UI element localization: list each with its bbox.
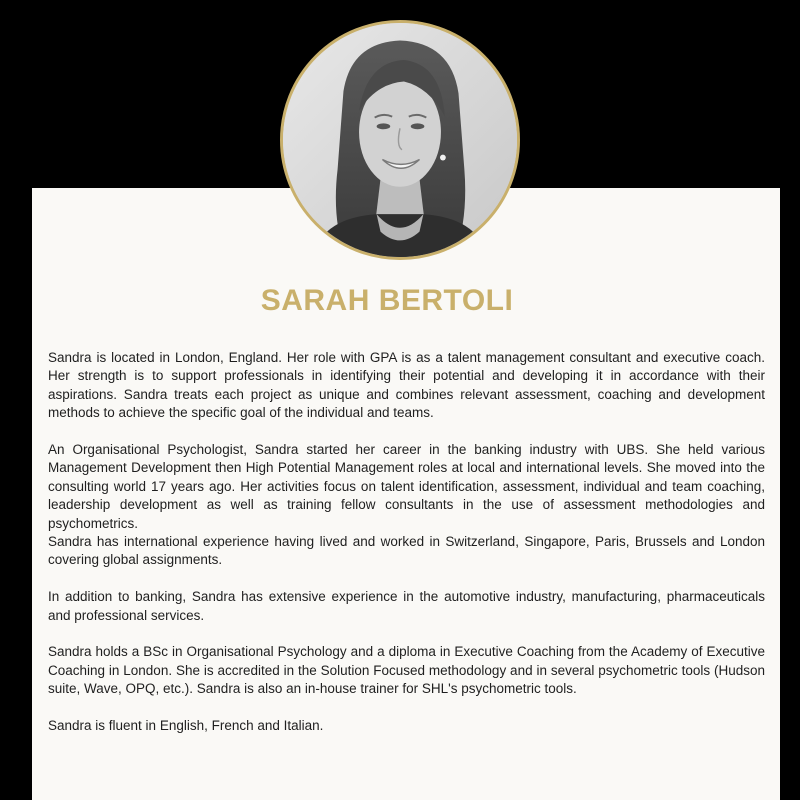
- profile-photo: [280, 20, 520, 260]
- bio-paragraph: Sandra is fluent in English, French and Italian.: [48, 718, 324, 734]
- bio-paragraph: In addition to banking, Sandra has extensive experience in the automotive industry, manufacturing, pharmaceuticals and professional services.: [48, 589, 765, 623]
- bio-paragraph: Sandra is located in London, England. Her role with GPA is as a talent management consultant and executive coach. Her strength is to support professionals in identifying their potential and developing it in accordance with their aspirations. Sandra treats each project as unique and combines relevant assessment, coaching and development methods to achieve the specific goal of the individual and teams.: [48, 350, 765, 421]
- profile-name: SARAH BERTOLI: [260, 284, 514, 317]
- bio-paragraph: An Organisational Psychologist, Sandra started her career in the banking industry with UBS. She held various Management Development then High Potential Management roles at local and international levels. She moved into the consulting world 17 years ago. Her activities focus on talent identification, assessment, individual and team coaching, leadership development as well as training fellow consultants in the use of assessment methodologies and psychometrics.: [48, 442, 765, 531]
- portrait-illustration: [283, 23, 517, 257]
- bio-paragraph: Sandra holds a BSc in Organisational Psychology and a diploma in Executive Coaching from the Academy of Executive Coaching in London. She is accredited in the Solution Focused methodology and in several psychometric tools (Hudson suite, Wave, OPQ, etc.). Sandra is also an in-house trainer for SHL's psychometric tools.: [48, 644, 765, 697]
- bio-paragraph: Sandra has international experience having lived and worked in Switzerland, Singapore, Paris, Brussels and London covering global assignments.: [48, 534, 765, 568]
- profile-bio: [48, 349, 765, 735]
